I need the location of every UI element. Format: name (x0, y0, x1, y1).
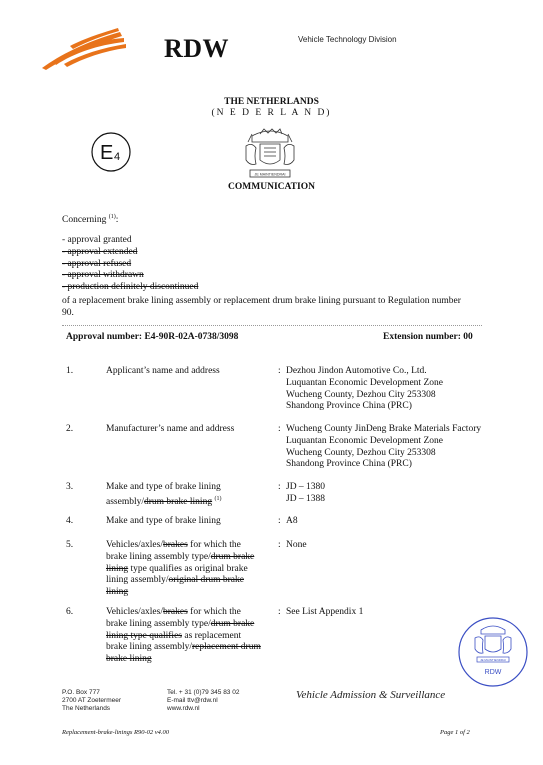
stamp-text: RDW (484, 669, 502, 676)
official-stamp (457, 616, 529, 688)
item-number: 3. (66, 482, 74, 492)
logo-text: RDW (164, 34, 230, 63)
item-value: See List Appendix 1 (286, 607, 364, 617)
footer-address: P.O. Box 777 2700 AT Zoetermeer The Netherlands (62, 689, 122, 712)
option-approval-refused: - approval refused (62, 258, 132, 269)
item-number: 4. (66, 516, 74, 526)
footnote-ref: (1) (108, 214, 116, 220)
item-value: Dezhou Jindon Automotive Co., Ltd. Luquantan Economic Development Zone Wucheng County, Dezhou City 253308 Shandong Province China (PRC) (286, 366, 443, 412)
item-number: 1. (66, 366, 74, 376)
footer-contact: Tel. + 31 (0)79 345 83 02 E-mail ttv@rdw.nl www.rdw.nl (167, 689, 240, 712)
item-label: Applicant’s name and address (106, 366, 220, 376)
document-reference: Replacement-brake-linings R90-02 v4.00 (62, 729, 170, 736)
e-mark-letter: E (100, 142, 114, 164)
division-label: Vehicle Technology Division (298, 35, 397, 44)
rdw-logo (40, 20, 230, 75)
approval-number: Approval number: E4-90R-02A-0738/3098 (66, 332, 239, 342)
option-approval-extended: - approval extended (62, 246, 138, 257)
separator (62, 325, 482, 326)
item-number: 2. (66, 424, 74, 434)
concerning-label: Concerning $^{(1)}$: (62, 214, 119, 226)
coat-of-arms-icon (238, 128, 302, 182)
e-mark-number: 4 (114, 151, 121, 163)
item-label: Vehicles/axles/brakes for which the brake lining assembly type/drum brake lining type qualifies as original brake lining assembly/original drum brake lining (106, 540, 255, 598)
item-value: A8 (286, 516, 298, 526)
document-title: COMMUNICATION (228, 182, 315, 192)
option-production-discontinued: - production definitely discontinued (62, 282, 199, 293)
page-number: Page 1 of 2 (440, 729, 470, 736)
item-label: Make and type of brake lining (106, 516, 221, 526)
item-value: Wucheng County JinDeng Brake Materials Factory Luquantan Economic Development Zone Wucheng County, Dezhou City 253308 Shandong Province China (PRC) (286, 424, 482, 470)
item-number: 5. (66, 540, 74, 550)
option-approval-granted: - approval granted (62, 235, 132, 245)
stamp-caption: JE MAINTIENDRAI (480, 658, 506, 662)
item-value: JD – 1380 JD – 1388 (286, 482, 326, 504)
e4-mark (90, 131, 132, 173)
footer-tagline: Vehicle Admission & Surveillance (296, 689, 446, 701)
concerning-options (62, 235, 198, 294)
extension-number: Extension number: 00 (383, 332, 473, 342)
country-name-local: (N E D E R L A N D) (211, 108, 332, 118)
option-approval-withdrawn: - approval withdrawn (62, 270, 144, 281)
coat-caption: JE MAINTIENDRAI (254, 172, 286, 177)
item-label: Vehicles/axles/brakes for which the brake lining assembly type/drum brake lining type qualifies as replacement brake lining assembly/replacement drum brake lining (106, 607, 261, 665)
item-label: Make and type of brake lining assembly/drum brake lining $^{(1)}$ (106, 482, 222, 507)
item-label: Manufacturer’s name and address (106, 424, 235, 434)
item-value: None (286, 540, 307, 550)
regulation-description: of a replacement brake lining assembly or replacement drum brake lining pursuant to Regulation number 90. (62, 296, 461, 318)
item-number: 6. (66, 607, 74, 617)
country-name: THE NETHERLANDS (224, 97, 319, 107)
